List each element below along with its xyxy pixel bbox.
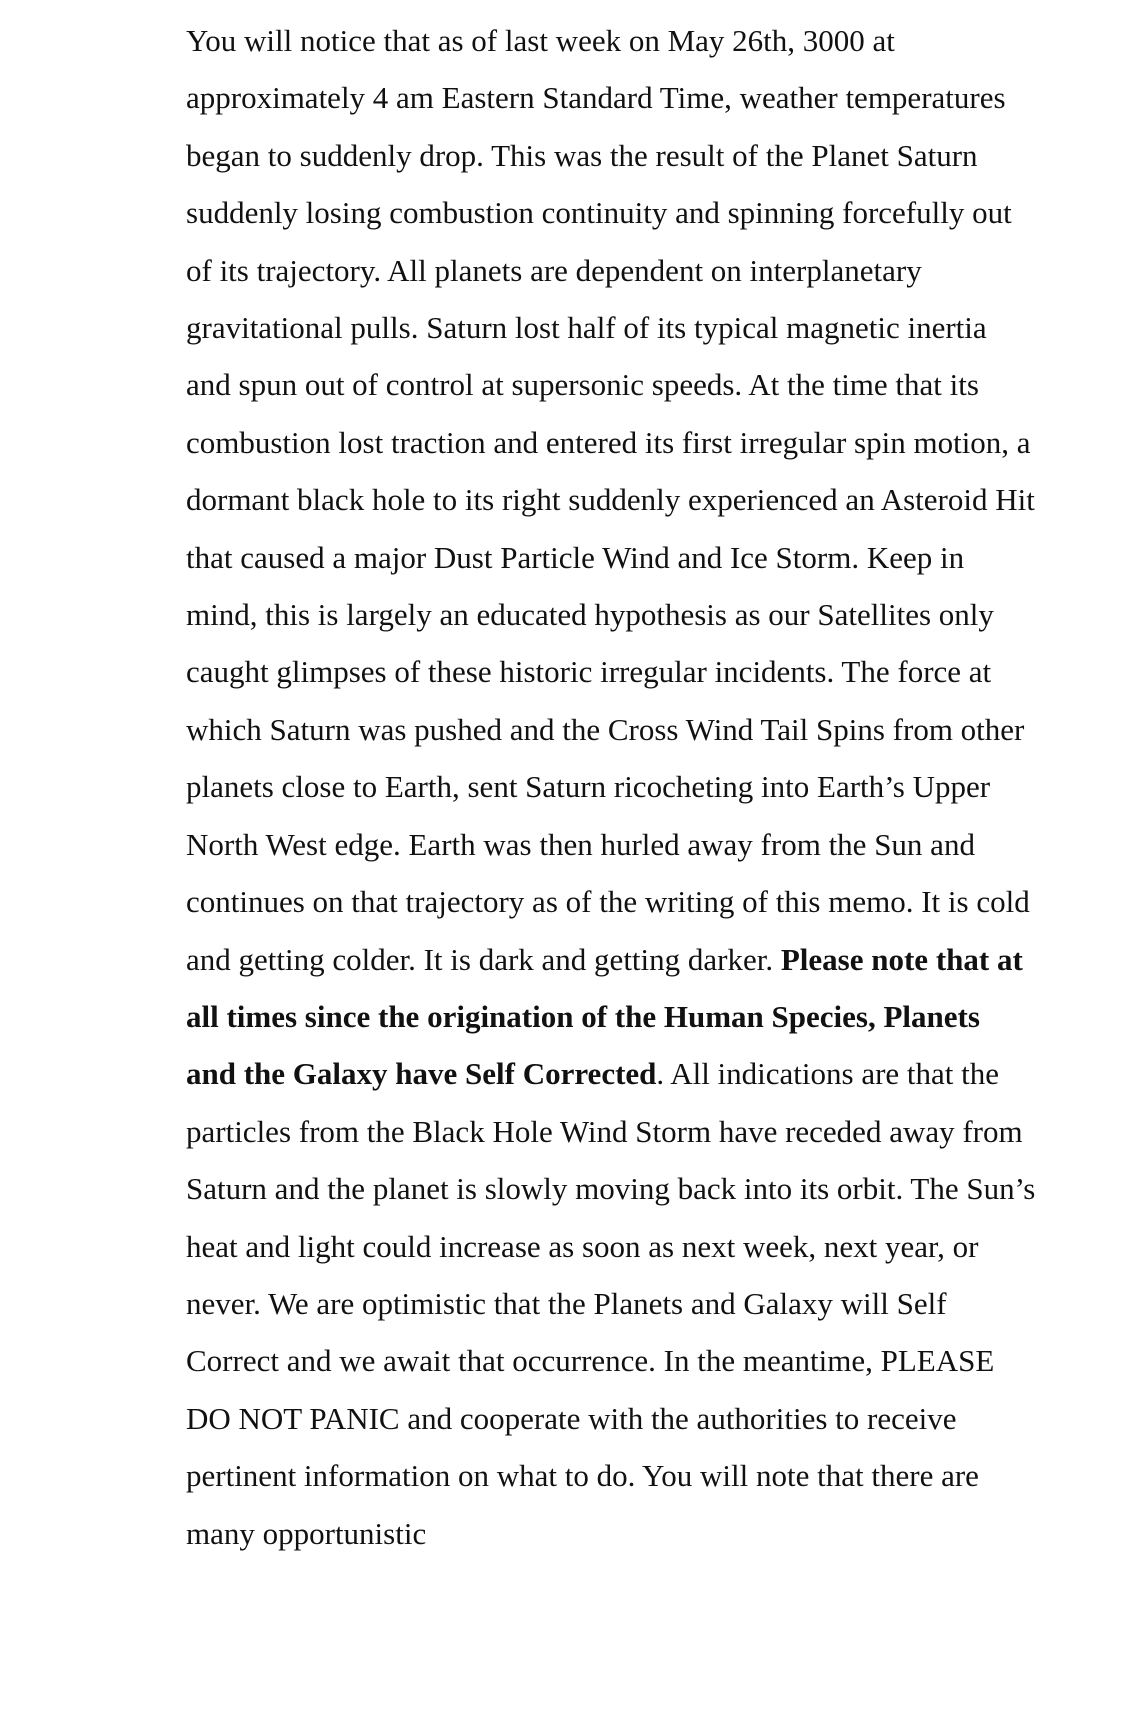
memo-text-part-1: You will notice that as of last week on May 26th, 3000 at approximately 4 am Eastern Standard Time, weather temperatures began to suddenly drop. This was the result of the Planet Saturn suddenly losing combustion continuity and spinning forcefully out of its trajectory. All planets are dependent on interplanetary gravitational pulls. Saturn lost half of its typical magnetic inertia and spun out of control at supersonic speeds. At the time that its combustion lost traction and entered its first irregular spin motion, a dormant black hole to its right suddenly experienced an Asteroid Hit that caused a major Dust Particle Wind and Ice Storm. Keep in mind, this is largely an educated hypothesis as our Satellites only caught glimpses of these historic irregular incidents. The force at which Saturn was pushed and the Cross Wind Tail Spins from other planets close to Earth, sent Saturn ricocheting into Earth’s Upper North West edge. Earth was then hurled away from the Sun and continues on that trajectory as of the writing of this memo. It is cold and getting colder. It is dark and getting darker. xyxy=(186,23,1035,977)
memo-bold-statement: Please note that at all times since the origination of the Human Species, Planets and the Galaxy have Self Corrected xyxy=(186,941,1023,1092)
memo-text-part-2: . All indications are that the particles from the Black Hole Wind Storm have receded away from Saturn and the planet is slowly moving back into its orbit. The Sun’s heat and light could increase as soon as next week, next year, or never. We are optimistic that the Planets and Galaxy will Self Correct and we await that occurrence. In the meantime, PLEASE DO NOT PANIC and cooperate with the authorities to receive pertinent information on what to do. You will note that there are many opportunistic xyxy=(186,1056,1036,1551)
memo-paragraph xyxy=(186,12,1036,1562)
